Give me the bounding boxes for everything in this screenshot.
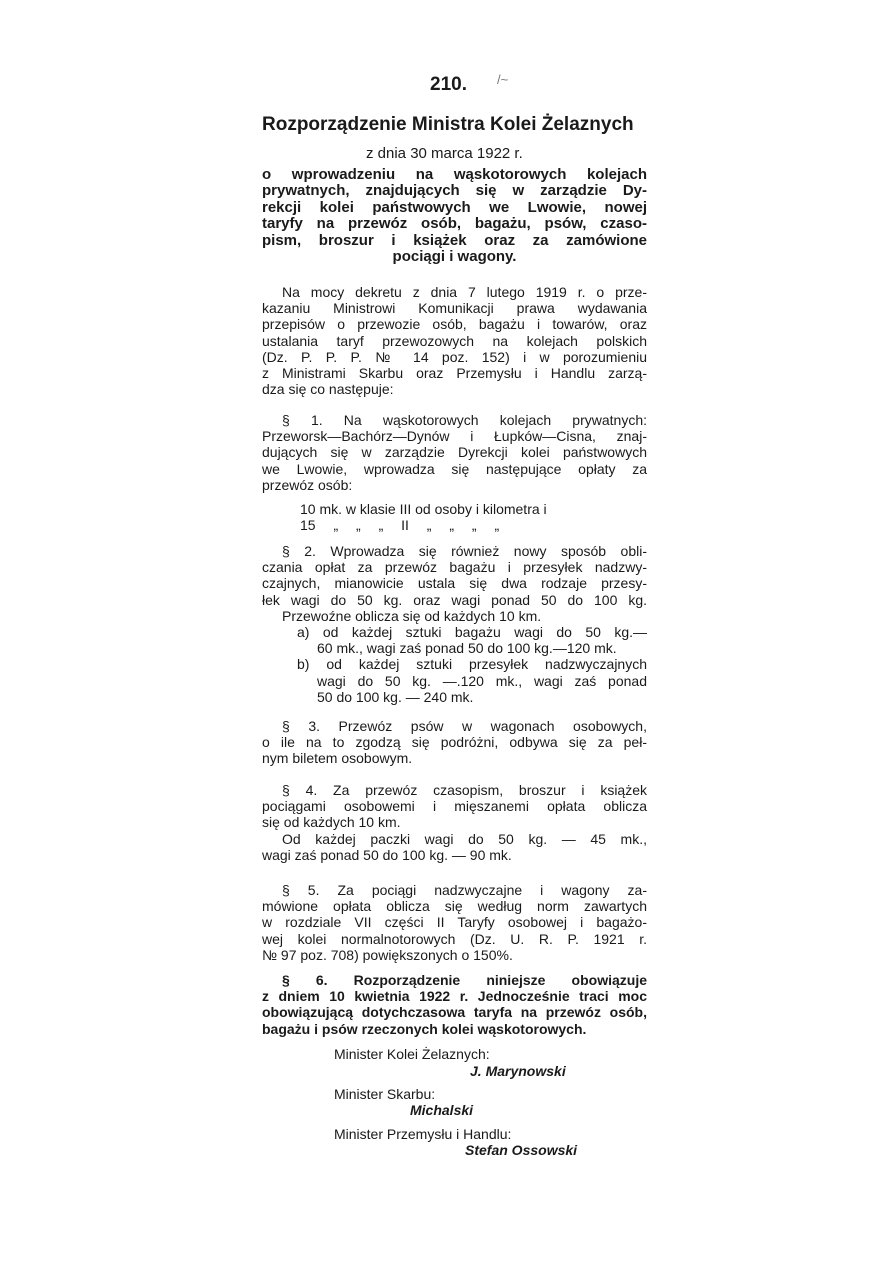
- item-line: b) od każdej sztuki przesyłek nadzwyczajnych: [297, 656, 647, 673]
- section-5: [262, 882, 647, 963]
- section-2-line: łek wagi do 50 kg. oraz wagi ponad 50 do 100 kg.: [262, 591, 647, 608]
- section-1-line: Przeworsk—Bachórz—Dynów i Łupków—Cisna, znaj-: [262, 428, 647, 445]
- item-line: a) od każdej sztuki bagażu wagi do 50 kg.—: [297, 624, 647, 640]
- section-6-line: obowiązującą dotychczasowa taryfa na przewóz osób,: [262, 1004, 647, 1021]
- preamble-line: kazaniu Ministrowi Komunikacji prawa wydawania: [262, 300, 647, 317]
- preamble-line: (Dz. P. P. P. № 14 poz. 152) i w porozumieniu: [262, 348, 647, 365]
- section-2-line: Przewoźne oblicza się od każdych 10 km.: [282, 607, 542, 624]
- rate-line: 10 mk. w klasie III od osoby i kilometra i: [300, 501, 547, 517]
- item-line: 60 mk., wagi zaś ponad 50 do 100 kg.—120 mk.: [317, 640, 617, 657]
- item-line: wagi do 50 kg. —.120 mk., wagi zaś ponad: [317, 672, 647, 689]
- signature-role: Minister Kolei Żelaznych:: [334, 1046, 490, 1062]
- subject-line: pism, broszur i książek oraz za zamówione: [262, 231, 647, 249]
- section-1-line: we Lwowie, wprowadza się następujące opłaty za: [262, 460, 647, 477]
- section-2-line: § 2. Wprowadza się również nowy sposób obli-: [282, 543, 647, 559]
- section-2-line: czania opłat za przewóz bagażu i przesyłek nadzwy-: [262, 559, 647, 576]
- section-6-line: z dniem 10 kwietnia 1922 r. Jednocześnie traci moc: [262, 988, 647, 1005]
- subject-line: rekcji kolei państwowych we Lwowie, nowej: [262, 198, 647, 216]
- section-5-line: w rozdziale VII części II Taryfy osobowej i bagażo-: [262, 914, 647, 931]
- section-6-line: § 6. Rozporządzenie niniejsze obowiązuje: [282, 972, 647, 988]
- section-4-line: Od każdej paczki wagi do 50 kg. — 45 mk.,: [282, 830, 647, 847]
- handwritten-mark: /~: [497, 72, 509, 87]
- section-2-line: czajnych, mianowicie ustala się dwa rodzaje przesy-: [262, 575, 647, 592]
- subject-line: taryfy na przewóz osób, bagażu, psów, czaso-: [262, 215, 647, 233]
- preamble-line: przepisów o przewozie osób, bagażu i towarów, oraz: [262, 316, 647, 333]
- section-2-items: [297, 624, 647, 705]
- item-line: 50 do 100 kg. — 240 mk.: [317, 688, 474, 705]
- preamble-line: ustalania taryf przewozowych na kolejach polskich: [262, 332, 647, 349]
- regulation-date: z dnia 30 marca 1922 r.: [366, 145, 523, 162]
- section-3-line: § 3. Przewóz psów w wagonach osobowych,: [282, 718, 647, 734]
- section-6-line: bagażu i psów rzeczonych kolei wąskotorowych.: [262, 1020, 587, 1037]
- signature-role: Minister Skarbu:: [334, 1086, 436, 1102]
- section-3-line: o ile na to zgodzą się podróżni, odbywa się za peł-: [262, 734, 647, 751]
- section-1-line: dujących się w zarządzie Dyrekcji kolei państwowych: [262, 444, 647, 461]
- section-1-line: § 1. Na wąskotorowych kolejach prywatnych:: [282, 412, 647, 428]
- preamble-line: z Ministrami Skarbu oraz Przemysłu i Handlu zarzą-: [262, 365, 647, 382]
- section-6: [262, 972, 647, 1037]
- regulation-subject: [262, 167, 647, 265]
- section-4-line: pociągami osobowemi i mięszanemi opłata oblicza: [262, 798, 647, 815]
- section-1: [262, 412, 647, 493]
- passenger-rates: [300, 501, 620, 533]
- section-5-line: № 97 poz. 708) powiększonych o 150%.: [262, 946, 513, 963]
- rate-line: 15 „ „ „ II „ „ „ „: [300, 517, 500, 533]
- section-5-line: mówione opłata oblicza się według norm zawartych: [262, 898, 647, 915]
- page-number: 210.: [430, 74, 467, 95]
- signature-role: Minister Przemysłu i Handlu:: [334, 1126, 512, 1142]
- signature-name: J. Marynowski: [470, 1063, 566, 1079]
- signature-name: Stefan Ossowski: [465, 1142, 578, 1158]
- subject-line: pociągi i wagony.: [392, 248, 517, 266]
- section-3: [262, 718, 647, 767]
- section-4-line: wagi zaś ponad 50 do 100 kg. — 90 mk.: [262, 846, 512, 863]
- preamble-line: dza się co następuje:: [262, 381, 394, 398]
- preamble: [262, 284, 647, 397]
- preamble-line: Na mocy dekretu z dnia 7 lutego 1919 r. o prze-: [282, 284, 647, 300]
- section-5-line: wej kolei normalnotorowych (Dz. U. R. P. 1921 r.: [262, 930, 647, 947]
- subject-line: o wprowadzeniu na wąskotorowych kolejach: [262, 166, 647, 183]
- section-4: [262, 782, 647, 863]
- section-4-line: § 4. Za przewóz czasopism, broszur i książek: [282, 782, 647, 798]
- section-5-line: § 5. Za pociągi nadzwyczajne i wagony za-: [282, 882, 647, 898]
- section-1-line: przewóz osób:: [262, 476, 353, 493]
- section-4-line: się od każdych 10 km.: [262, 814, 401, 831]
- regulation-title: Rozporządzenie Ministra Kolei Żelaznych: [262, 114, 634, 135]
- section-2: [262, 543, 647, 624]
- signature-name: Michalski: [410, 1102, 474, 1118]
- section-3-line: nym biletem osobowym.: [262, 750, 413, 767]
- subject-line: prywatnych, znajdujących się w zarządzie Dy-: [262, 182, 647, 200]
